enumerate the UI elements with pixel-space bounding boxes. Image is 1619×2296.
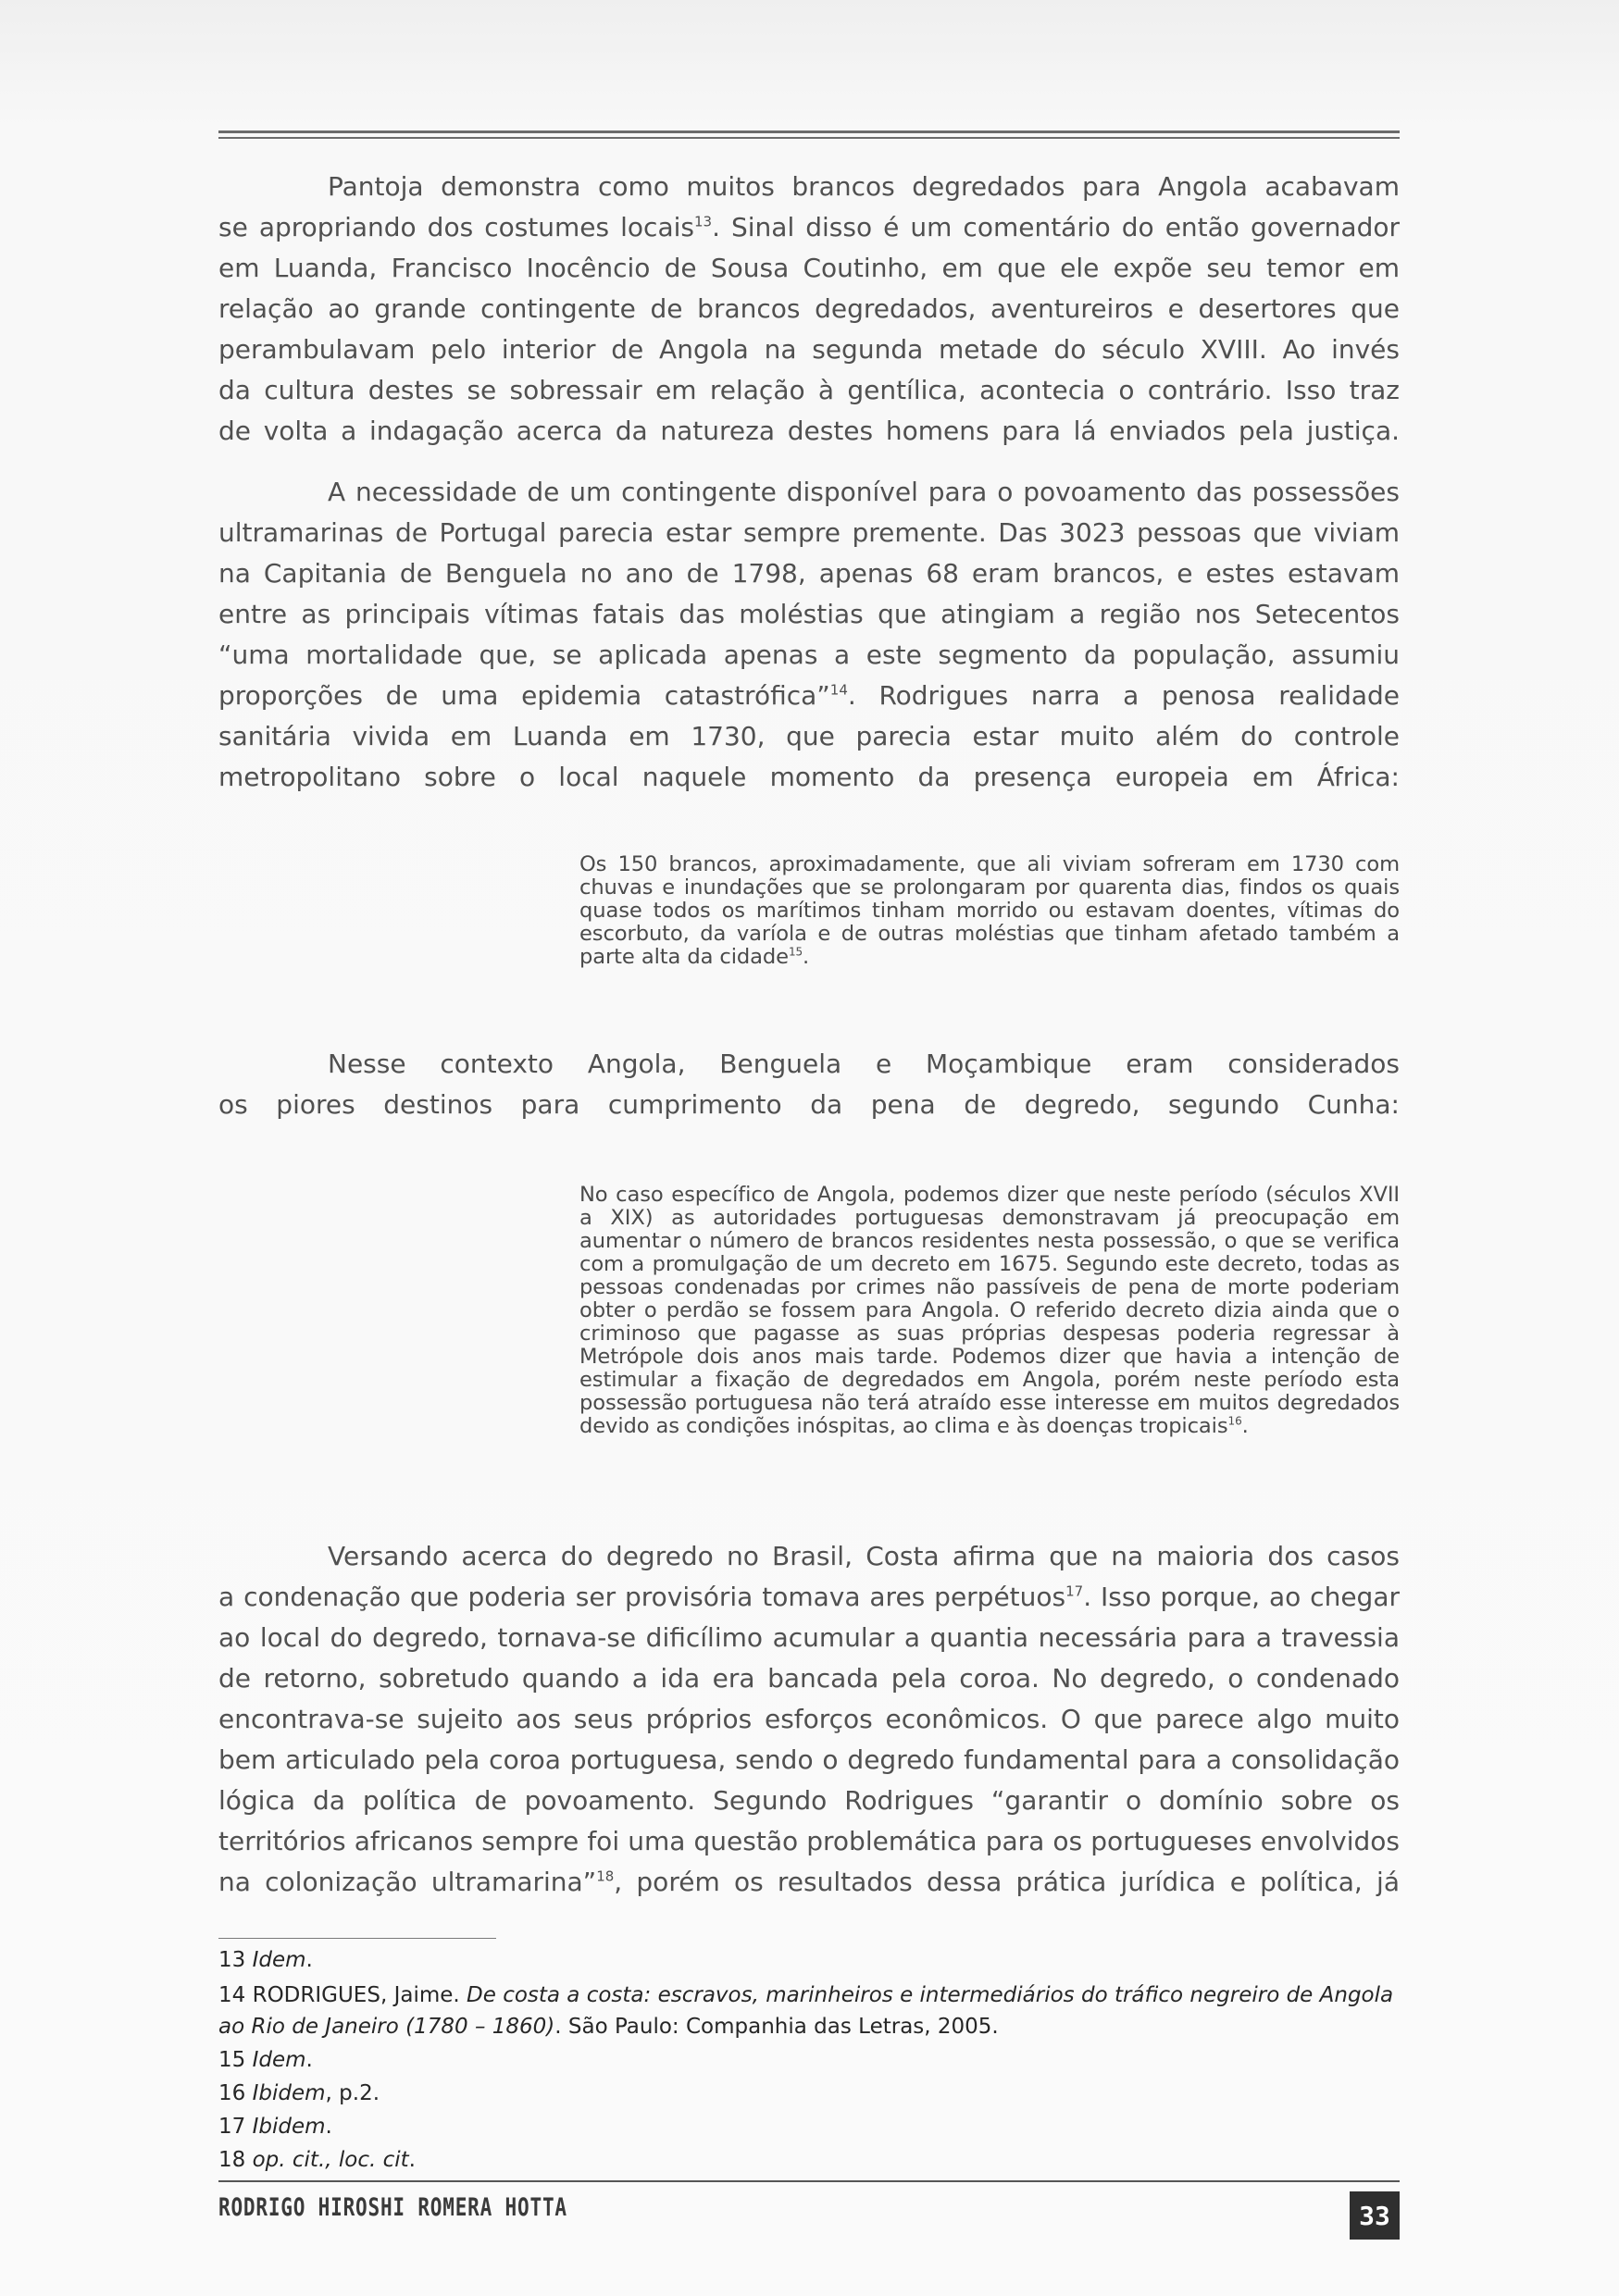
text-line: entre as principais vítimas fatais das moléstias que atingiam a região nos Setecentos (218, 599, 1400, 629)
footnote-ref[interactable]: 16 (1227, 1414, 1242, 1428)
text-line: ultramarinas de Portugal parecia estar sempre premente. Das 3023 pessoas que viviam (218, 517, 1400, 548)
text-line: se apropriando dos costumes locais$^{13}$. Sinal disso é um comentário do então governador (218, 212, 1401, 242)
footnote-ref[interactable]: 14 (829, 681, 848, 699)
block-quote-1: Os 150 brancos, aproximadamente, que ali viviam sofreram em 1730 com chuvas e inundações que se prolongaram por quarenta dias, findos os quais quase todos os marítimos tinham morrido ou estavam doentes, vítimas do escorbuto, da varíola e de outras moléstias que tinham afetado também a parte alta da cidade$^{15}$. (579, 852, 1400, 969)
text-line: A necessidade de um contingente disponível para o povoamento das possessões (328, 477, 1400, 507)
text-line: ao local do degredo, tornava-se dificílimo acumular a quantia necessária para a travessia (218, 1622, 1400, 1653)
document-page (218, 0, 1400, 2296)
text-line: Pantoja demonstra como muitos brancos degredados para Angola acabavam (328, 171, 1400, 202)
footer-author: RODRIGO HIROSHI ROMERA HOTTA (218, 2193, 567, 2222)
text-line: lógica da política de povoamento. Segundo Rodrigues “garantir o domínio sobre os (218, 1785, 1400, 1816)
footnote-ref[interactable]: 18 (596, 1868, 615, 1885)
text-line: proporções de uma epidemia catastrófica”$^{14}$. Rodrigues narra a penosa realidade (218, 680, 1400, 711)
text-line: em Luanda, Francisco Inocêncio de Sousa Coutinho, em que ele expõe seu temor em (218, 253, 1400, 283)
text-line: de volta a indagação acerca da natureza destes homens para lá enviados pela justiça. (218, 416, 1400, 446)
text-line: os piores destinos para cumprimento da pena de degredo, segundo Cunha: (218, 1089, 1400, 1120)
footnote-13: 13 Idem. (218, 1948, 313, 1972)
text-line: da cultura destes se sobressair em relação à gentílica, acontecia o contrário. Isso traz (218, 375, 1400, 405)
text-line: encontrava-se sujeito aos seus próprios esforços econômicos. O que parece algo muito (218, 1704, 1400, 1734)
page-number: 33 (1350, 2191, 1400, 2240)
footnote-15: 15 Idem. (218, 2048, 313, 2072)
text-line: Versando acerca do degredo no Brasil, Costa afirma que na maioria dos casos (328, 1541, 1400, 1571)
text-line: perambulavam pelo interior de Angola na segunda metade do século XVIII. Ao invés (218, 334, 1400, 365)
footnote-18: 18 op. cit., loc. cit. (218, 2148, 416, 2172)
footnote-14: 14 RODRIGUES, Jaime. De costa a costa: escravos, marinheiros e intermediários do tráfico negreiro de Angola ao Rio de Janeiro (1780 – 1860). São Paulo: Companhia das Letras, 2005. (218, 1983, 1394, 2039)
footnote-separator (218, 1938, 496, 1939)
text-line: Nesse contexto Angola, Benguela e Moçambique eram considerados (328, 1049, 1400, 1079)
text-line: sanitária vivida em Luanda em 1730, que parecia estar muito além do controle (218, 721, 1400, 751)
text-line: bem articulado pela coroa portuguesa, sendo o degredo fundamental para a consolidação (218, 1744, 1400, 1775)
text-line: na Capitania de Benguela no ano de 1798, apenas 68 eram brancos, e estes estavam (218, 558, 1400, 589)
text-line: de retorno, sobretudo quando a ida era bancada pela coroa. No degredo, o condenado (218, 1663, 1400, 1694)
text-line: metropolitano sobre o local naquele momento da presença europeia em África: (218, 762, 1400, 792)
footer-rule (218, 2180, 1400, 2182)
block-quote-2: No caso específico de Angola, podemos dizer que neste período (séculos XVII a XIX) as autoridades portuguesas demonstravam já preocupação em aumentar o número de brancos residentes nesta possessão, o que se verifica com a promulgação de um decreto em 1675. Segundo este decreto, todas as pessoas condenadas por crimes não passíveis de pena de morte poderiam obter o perdão se fossem para Angola. O referido decreto dizia ainda que o criminoso que pagasse as suas próprias despesas poderia regressar à Metrópole dois anos mais tarde. Podemos dizer que havia a intenção de estimular a fixação de degredados em Angola, porém neste período esta possessão portuguesa não terá atraído esse interesse em muitos degredados devido as condições inóspitas, ao clima e às doenças tropicais$^{16}$. (579, 1183, 1400, 1438)
text-line: a condenação que poderia ser provisória tomava ares perpétuos$^{17}$. Isso porque, ao chegar (218, 1582, 1400, 1612)
text-line: na colonização ultramarina”$^{18}$, porém os resultados dessa prática jurídica e política, já (218, 1867, 1400, 1897)
footnotes (218, 1946, 1400, 2179)
text-line: “uma mortalidade que, se aplicada apenas a este segmento da população, assumiu (218, 639, 1400, 670)
footnote-ref[interactable]: 15 (788, 945, 803, 959)
text-line: territórios africanos sempre foi uma questão problemática para os portugueses envolvidos (218, 1826, 1400, 1856)
header-rule (218, 130, 1400, 139)
footnote-17: 17 Ibidem. (218, 2115, 332, 2139)
footnote-ref[interactable]: 17 (1065, 1582, 1084, 1600)
text-line: relação ao grande contingente de brancos degredados, aventureiros e desertores que (218, 293, 1400, 324)
footnote-ref[interactable]: 13 (693, 213, 713, 230)
footnote-16: 16 Ibidem, p.2. (218, 2081, 380, 2105)
